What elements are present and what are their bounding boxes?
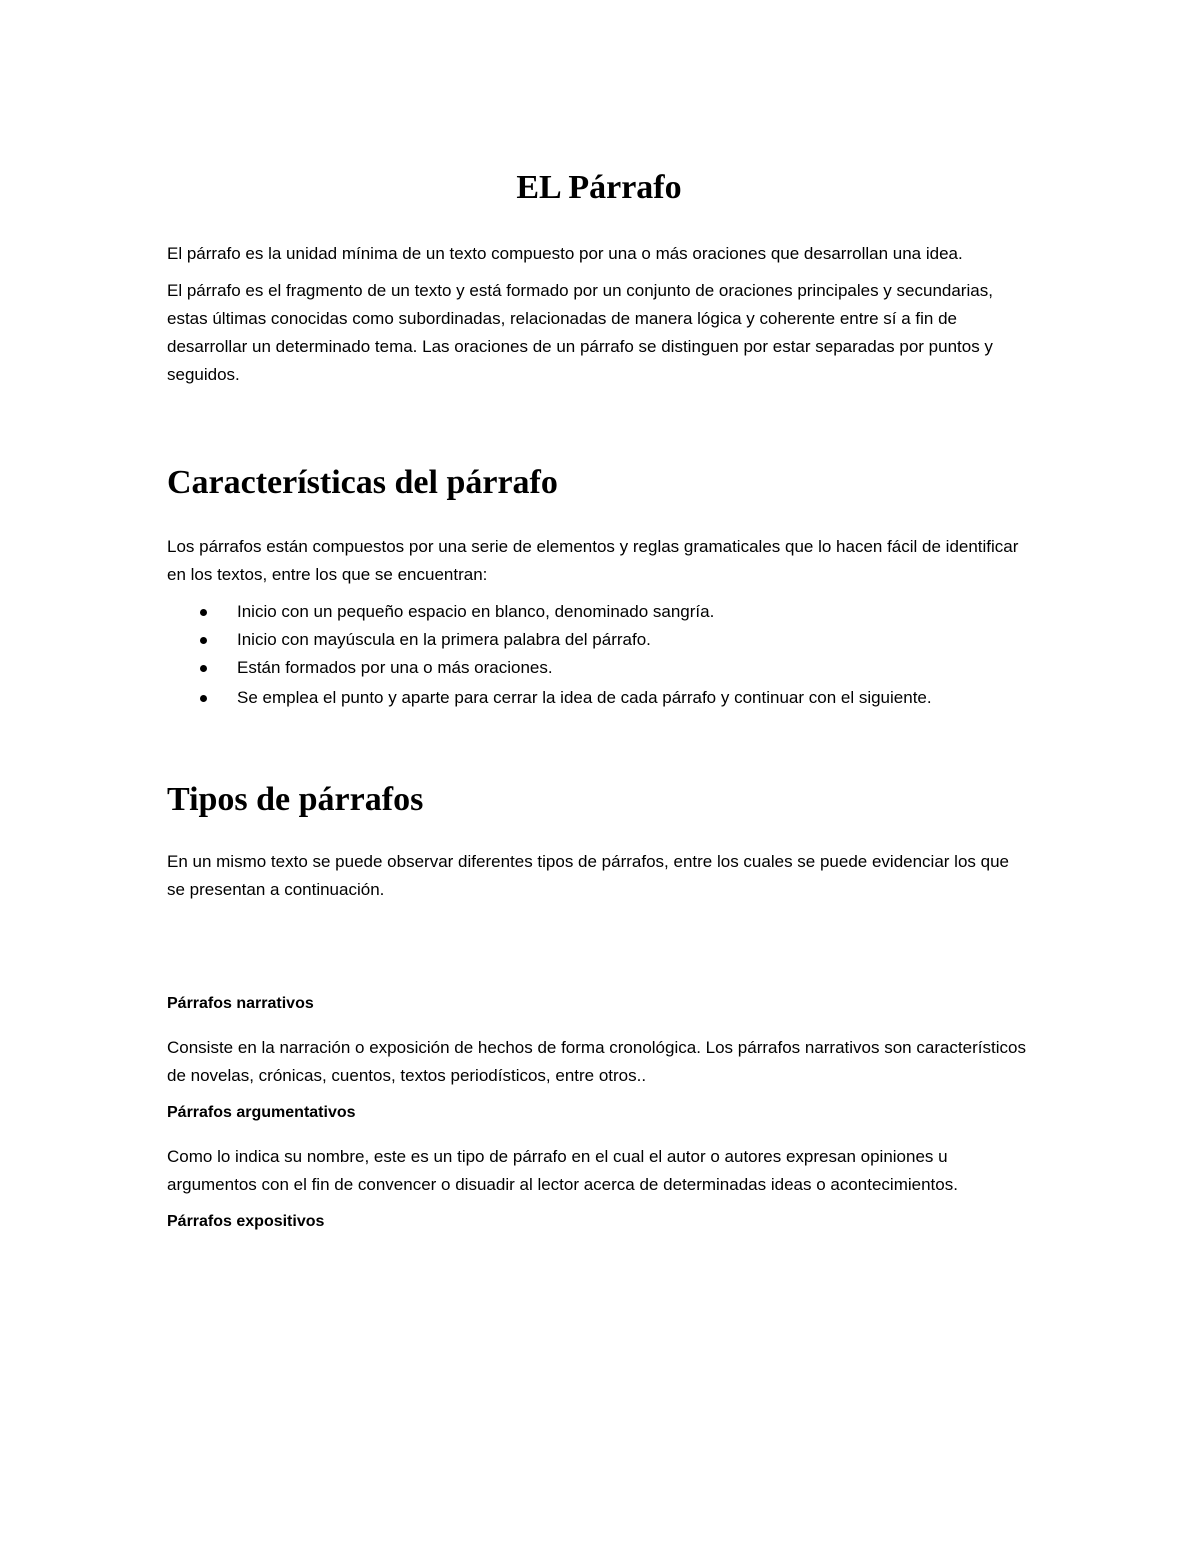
document-title: EL Párrafo	[516, 169, 682, 206]
list-item-text: Inicio con un pequeño espacio en blanco, denominado sangría.	[237, 602, 715, 621]
list-item-text: Inicio con mayúscula en la primera palabra del párrafo.	[237, 630, 651, 649]
bullet-icon	[200, 665, 207, 672]
list-item-text: Están formados por una o más oraciones.	[237, 658, 553, 677]
types-paragraph: En un mismo texto se puede observar diferentes tipos de párrafos, entre los cuales se puede evidenciar los que se presentan a continuación.	[167, 852, 1009, 899]
subheading-argumentative: Párrafos argumentativos	[167, 1104, 356, 1121]
characteristics-list	[167, 598, 1031, 712]
bullet-icon	[200, 695, 207, 702]
list-item	[167, 684, 1031, 712]
bullet-icon	[200, 609, 207, 616]
section-heading-characteristics: Características del párrafo	[167, 464, 558, 501]
list-item	[167, 626, 1031, 654]
document-page	[167, 160, 1031, 1252]
intro-paragraph-2: El párrafo es el fragmento de un texto y está formado por un conjunto de oraciones principales y secundarias, estas últimas conocidas como subordinadas, relacionadas de manera lógica y coherente entre sí a fin de desarrollar un determinado tema. Las oraciones de un párrafo se distinguen por estar separadas por puntos y seguidos.	[167, 281, 993, 384]
subheading-narrative: Párrafos narrativos	[167, 995, 314, 1012]
argumentative-paragraph: Como lo indica su nombre, este es un tipo de párrafo en el cual el autor o autores expresan opiniones u argumentos con el fin de convencer o disuadir al lector acerca de determinadas ideas o acontecimientos.	[167, 1147, 958, 1194]
subheading-expository: Párrafos expositivos	[167, 1213, 325, 1230]
list-item	[167, 598, 1031, 626]
characteristics-paragraph: Los párrafos están compuestos por una serie de elementos y reglas gramaticales que lo hacen fácil de identificar en los textos, entre los que se encuentran:	[167, 537, 1019, 584]
narrative-paragraph: Consiste en la narración o exposición de hechos de forma cronológica. Los párrafos narrativos son característicos de novelas, crónicas, cuentos, textos periodísticos, entre otros..	[167, 1038, 1026, 1085]
intro-paragraph-1: El párrafo es la unidad mínima de un texto compuesto por una o más oraciones que desarrollan una idea.	[167, 244, 963, 263]
list-item	[167, 654, 1031, 682]
section-heading-types: Tipos de párrafos	[167, 781, 424, 818]
bullet-icon	[200, 637, 207, 644]
list-item-text: Se emplea el punto y aparte para cerrar la idea de cada párrafo y continuar con el siguiente.	[237, 688, 932, 707]
